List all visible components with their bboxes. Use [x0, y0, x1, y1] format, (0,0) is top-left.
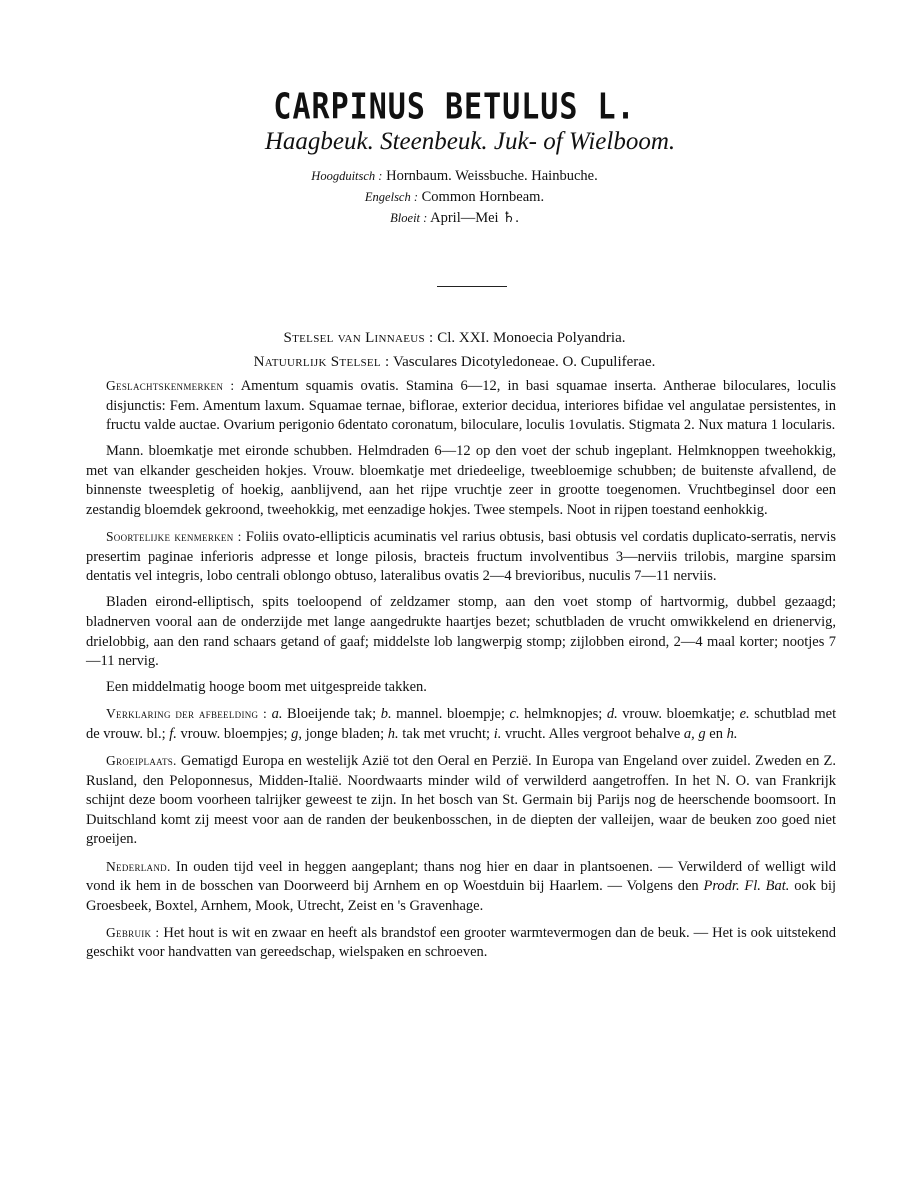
species-dutch-paragraph: Bladen eirond-elliptisch, spits toeloopend of zeldzamer stomp, aan den voet stomp of hartvormig, dubbel gezaagd; bladnerven vooral aan de onderzijde met lange aangedrukte haartjes bezet; schutbladen de vrucht omwikkelend en drienervig, drielobbig, aan den rand schaars getand of gaaf; middelste lob langwerpig stomp; zijlobben eirond, 2—4 maal korter; nootjes 7—11 nervig. [86, 594, 836, 670]
figure-item: vrouw. bloempjes; [180, 726, 288, 742]
figure-item: vrucht. [504, 726, 546, 742]
figure-key: h. [387, 726, 399, 742]
genus-paragraph [106, 376, 836, 436]
description-body [86, 376, 836, 970]
name-row-english [0, 187, 909, 208]
section-label: Groeiplaats. [106, 753, 177, 769]
common-names-subtitle: Haagbeuk. Steenbeuk. Juk- of Wielboom. [264, 128, 676, 155]
section-text: Gematigd Europa en westelijk Azië tot den Oeral en Perzië. In Europa van Engeland over zuidel. Zweden en Z. Rusland, den Peloponnesus, Midden-Italië. Noordwaarts minder wild of verwilderd aangetroffen. In het N. O. van Frankrijk schijnt deze boom voorheen talrijker geweest te zijn. In het bosch van St. Germain bij Parijs nog de heerschende boomsoort. In Duitschland komt zij meest voor aan de randen der beukenbosschen, in de diepten der valleijen, waar de beuken zoo goed niet groeijen. [86, 753, 836, 848]
system-value: Vasculares Dicotyledoneae. O. Cupuliferae. [392, 354, 656, 370]
figure-key: d. [606, 706, 618, 723]
name-label: Hoogduitsch : [311, 169, 383, 183]
figure-key: b. [380, 706, 392, 723]
figure-item: Bloeijende tak; [287, 706, 377, 723]
name-label: Bloeit : [390, 211, 428, 225]
section-label: Soortelijke kenmerken : [106, 529, 242, 545]
figure-item: schutblad met de vrouw. bl.; [86, 706, 837, 742]
section-label: Geslachtskenmerken : [106, 378, 235, 393]
figure-item: vrouw. bloemkatje; [622, 706, 736, 723]
system-label: Natuurlijk Stelsel : [253, 354, 390, 370]
figure-key: a, [683, 726, 695, 742]
figure-item: jonge bladen; [305, 726, 385, 742]
species-paragraph [86, 527, 836, 587]
name-label: Engelsch : [364, 190, 419, 204]
section-label: Verklaring der afbeelding : [106, 706, 267, 722]
vernacular-names [0, 166, 909, 229]
distribution-paragraph [86, 751, 836, 850]
figure-key: c. [509, 706, 520, 723]
figure-key: h. [726, 726, 738, 742]
page-title: CARPINUS BETULUS L. [273, 86, 636, 128]
genus-dutch-paragraph: Mann. bloemkatje met eironde schubben. Helmdraden 6—12 op den voet der schub ingeplant. Helmknoppen tweehokkig, met van elkander gescheiden hokjes. Vrouw. bloemkatje met driedeelige, tweebloemige schubben; de buitenste afvallend, de binnenste tweespletig of hoekig, aanblijvend, aan het rijpe vruchtje zeer in grootte toegenomen. Vruchtbeginsel door een zestandig bloemdek gekroond, tweehokkig, met eenzadige hokjes. Twee stempels. Noot in rijpen toestand eenhokkig. [86, 443, 836, 519]
divider [437, 286, 507, 287]
figure-key: f. [169, 726, 177, 742]
netherlands-paragraph [86, 857, 836, 917]
name-row-german [0, 166, 909, 187]
section-text: Het hout is wit en zwaar en heeft als brandstof een grooter warmtevermogen dan de beuk. — Het is ook uitstekend geschikt voor handvatten van gereedschap, wielspaken en schroeven. [86, 924, 837, 961]
system-label: Stelsel van Linnaeus : [283, 330, 434, 346]
figure-legend-paragraph [86, 704, 836, 744]
reference: Prodr. Fl. Bat. [703, 878, 790, 895]
name-row-flowering [0, 208, 909, 229]
system-natural [0, 354, 909, 371]
figure-note: en [709, 726, 723, 742]
system-value: Cl. XXI. Monoecia Polyandria. [437, 330, 626, 346]
section-label: Gebruik : [106, 924, 160, 940]
section-label: Nederland. [106, 858, 171, 874]
figure-note: Alles vergroot behalve [548, 726, 681, 742]
figure-key: g, [291, 726, 303, 742]
figure-item: helmknopjes; [524, 706, 603, 723]
figure-item: tak met vrucht; [402, 726, 491, 742]
section-text: In ouden tijd veel in heggen aangeplant; thans nog hier en daar in plantsoenen. — Verwilderd of welligt wild vond ik hem in de bosschen van Doorweerd bij Arnhem en op Woestduin bij Haarlem. — Volgens den [86, 858, 837, 895]
section-text: ook bij Groesbeek, Boxtel, Arnhem, Mook, Utrecht, Zeist en 's Gravenhage. [86, 878, 837, 914]
figure-key: e. [739, 706, 750, 723]
figure-key: a. [271, 706, 283, 723]
name-value: Hornbaum. Weissbuche. Hainbuche. [386, 168, 598, 184]
section-text: Amentum squamis ovatis. Stamina 6—12, in basi squamae inserta. Antherae biloculares, loculis disjunctis: Fem. Amentum laxum. Squamae ternae, biflorae, exterior decidua, interiores bifidae vel angulatae persistentes, in fructu valde auctae. Ovarium perigonio 6dentato coronatum, biloculare, loculis 1ovulatis. Stigmata 2. Nux matura 1 locularis. [106, 378, 837, 434]
use-paragraph [86, 923, 836, 963]
section-text: Foliis ovato-ellipticis acuminatis vel rarius obtusis, basi obtusis vel cordatis duplicato-serratis, nervis presertim paginae inferioris adpresse et longe pilosis, bracteis fructum involventibus 3—nerviis trilobis, margine sparsim dentatis vel integris, lobo centrali oblongo obtuso, lateralibus ovatis 2—4 brevioribus, nuculis 7—11 nerviis. [86, 529, 836, 585]
figure-key: i. [493, 726, 502, 742]
figure-item: mannel. bloempje; [396, 706, 505, 723]
habit-paragraph: Een middelmatig hooge boom met uitgespreide takken. [106, 679, 427, 696]
name-value: April—Mei ♄. [430, 210, 519, 226]
figure-key: g [698, 726, 706, 742]
system-linnaeus [0, 330, 909, 347]
name-value: Common Hornbeam. [421, 189, 545, 205]
